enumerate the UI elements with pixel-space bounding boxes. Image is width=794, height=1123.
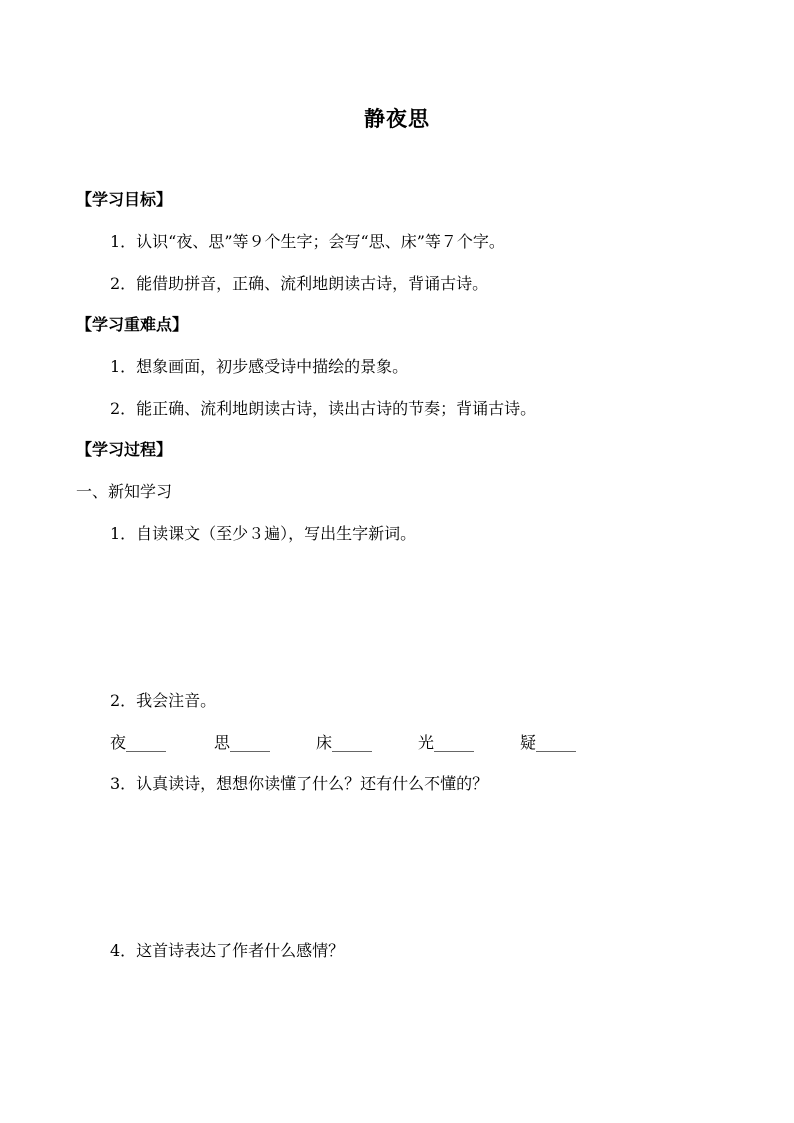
question-4: 4．这首诗表达了作者什么感情？	[110, 941, 345, 960]
question-3: 3．认真读诗，想想你读懂了什么？还有什么不懂的？	[110, 774, 489, 793]
objectives-heading: 【学习目标】	[76, 190, 173, 209]
page-title: 静夜思	[364, 106, 430, 131]
question-1: 1．自读课文（至少３遍），写出生字新词。	[110, 524, 417, 543]
pinyin-blank-guang[interactable]: 光_____	[418, 733, 475, 752]
key-point-item-2: 2．能正确、流利地朗读古诗，读出古诗的节奏；背诵古诗。	[110, 399, 537, 418]
question-2: 2．我会注音。	[110, 691, 217, 710]
objective-item-2: 2．能借助拼音，正确、流利地朗读古诗，背诵古诗。	[110, 274, 489, 293]
pinyin-blank-si[interactable]: 思_____	[214, 733, 271, 752]
section-new-learning: 一、新知学习	[76, 482, 173, 501]
key-points-heading: 【学习重难点】	[76, 315, 189, 334]
pinyin-blank-yi[interactable]: 疑_____	[520, 733, 577, 752]
pinyin-blank-chuang[interactable]: 床_____	[316, 733, 373, 752]
process-heading: 【学习过程】	[76, 440, 173, 459]
key-point-item-1: 1．想象画面，初步感受诗中描绘的景象。	[110, 357, 409, 376]
objective-item-1: 1．认识“夜、思”等９个生字；会写“思、床”等７个字。	[110, 232, 505, 251]
pinyin-blank-ye[interactable]: 夜_____	[110, 733, 167, 752]
